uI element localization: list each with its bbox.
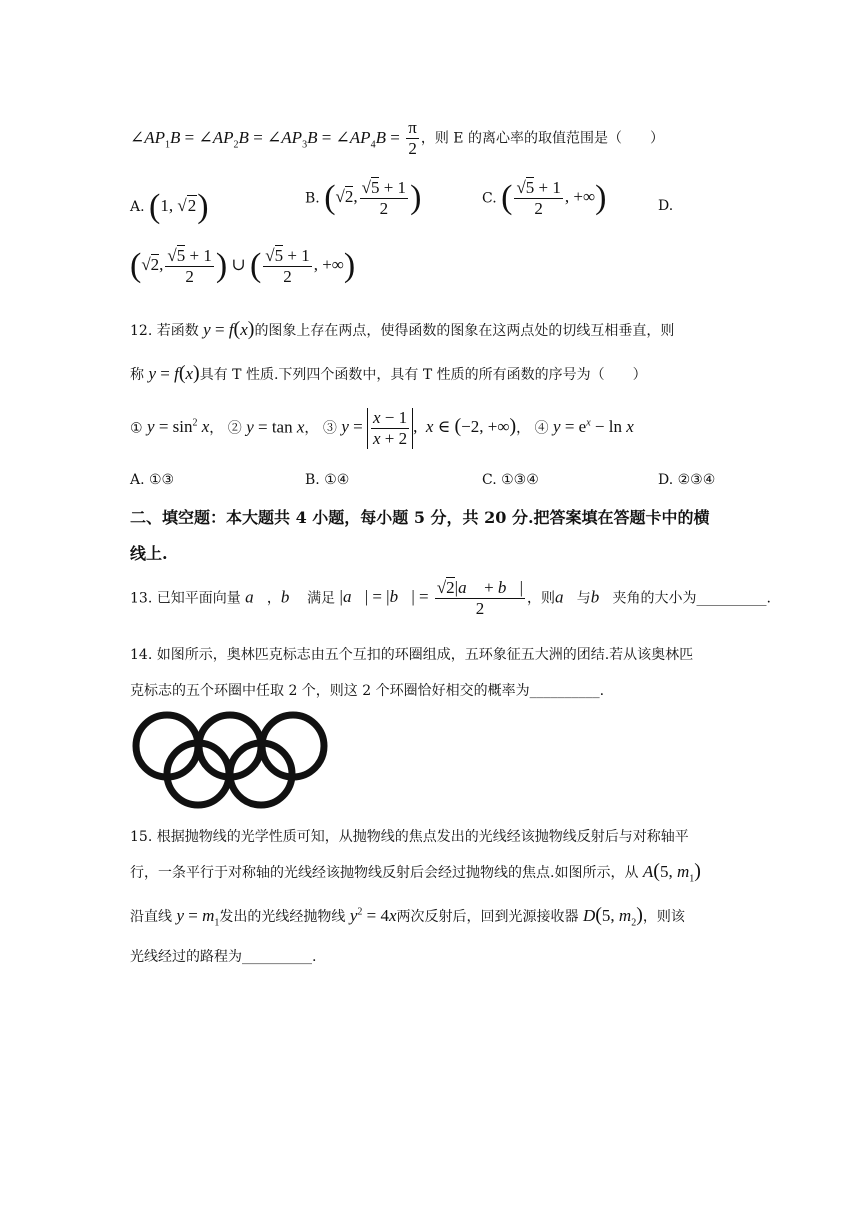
q12-functions: ① $y = \sin^2 x$， ② y = tan x， ③ y = $\frac{x - 1}{x + 2}$ , x ∈ (−2, +∞)， ④ $y = e^x - \ln x$ — [130, 408, 634, 448]
pi-over-two: $\frac{\pi}{2}$ — [408, 118, 417, 158]
section-2-title-cont: 线上. — [130, 544, 168, 563]
angle-equation: $\angle AP_1B$ = $\angle AP_2B$ = $\angle AP_3B$ = $\angle AP_4B$ = — [130, 127, 400, 150]
q14-line1: 14. 如图所示，奥林匹克标志由五个互扣的环圈组成，五环象征五大洲的团结.若从该奥林匹 — [130, 647, 694, 663]
section-2-title: 二、填空题：本大题共 4 小题，每小题 5 分，共 20 分.把答案填在答题卡中的横 — [130, 508, 710, 527]
q11-option-a: A. (1, √2) — [130, 188, 209, 225]
q15-line4: 光线经过的路程为__________. — [130, 949, 317, 965]
q11-option-d-label: D. — [658, 198, 674, 214]
q12-option-b: B. ①④ — [305, 472, 350, 488]
q15-line1: 15. 根据抛物线的光学性质可知，从抛物线的焦点发出的光线经该抛物线反射后与对称轴平 — [130, 829, 689, 845]
q13: 13. 已知平面向量 a⃗，b⃗ 满足 |a⃗| = |b⃗| = $\frac{√2|a⃗ + b⃗|}{2}$ ，则a⃗与b⃗夹角的大小为__________. — [130, 578, 771, 618]
q15-line2: 行，一条平行于对称轴的光线经该抛物线反射后会经过抛物线的焦点.如图所示，从 A(5, $m_1$) — [130, 860, 701, 885]
q15-line3: 沿直线 $y = m_1$发出的光线经抛物线 $y^2 = 4x$两次反射后，回到光源接收器 D(5, $m_2$)，则该 — [130, 904, 685, 929]
q11-option-b: B. (√2, $\frac{√5 + 1}{2}$ ) — [305, 178, 422, 218]
q12-option-c: C. ①③④ — [482, 472, 539, 488]
q14-line2: 克标志的五个环圈中任取 2 个，则这 2 个环圈恰好相交的概率为__________. — [130, 683, 605, 699]
q12-option-a: A. ①③ — [130, 472, 175, 488]
q12-option-d: D. ②③④ — [658, 472, 716, 488]
q11-condition — [130, 118, 664, 159]
olympic-rings-figure — [132, 708, 328, 810]
q12-line1: 12. 若函数 y = f(x)的图象上存在两点，使得函数的图象在这两点处的切线互相垂直，则 — [130, 318, 675, 340]
q11-option-c: C. ( $\frac{√5 + 1}{2}$ , +∞) — [482, 178, 607, 218]
q11-text: ，则 E 的离心率的取值范围是（ ） — [420, 130, 664, 147]
q11-option-d: (√2, $\frac{√5 + 1}{2}$ ) ∪ ( $\frac{√5 + 1}{2}$ , +∞) — [130, 246, 356, 286]
q12-line2: 称 y = f(x)具有 T 性质.下列四个函数中，具有 T 性质的所有函数的序号为（ ） — [130, 362, 647, 384]
